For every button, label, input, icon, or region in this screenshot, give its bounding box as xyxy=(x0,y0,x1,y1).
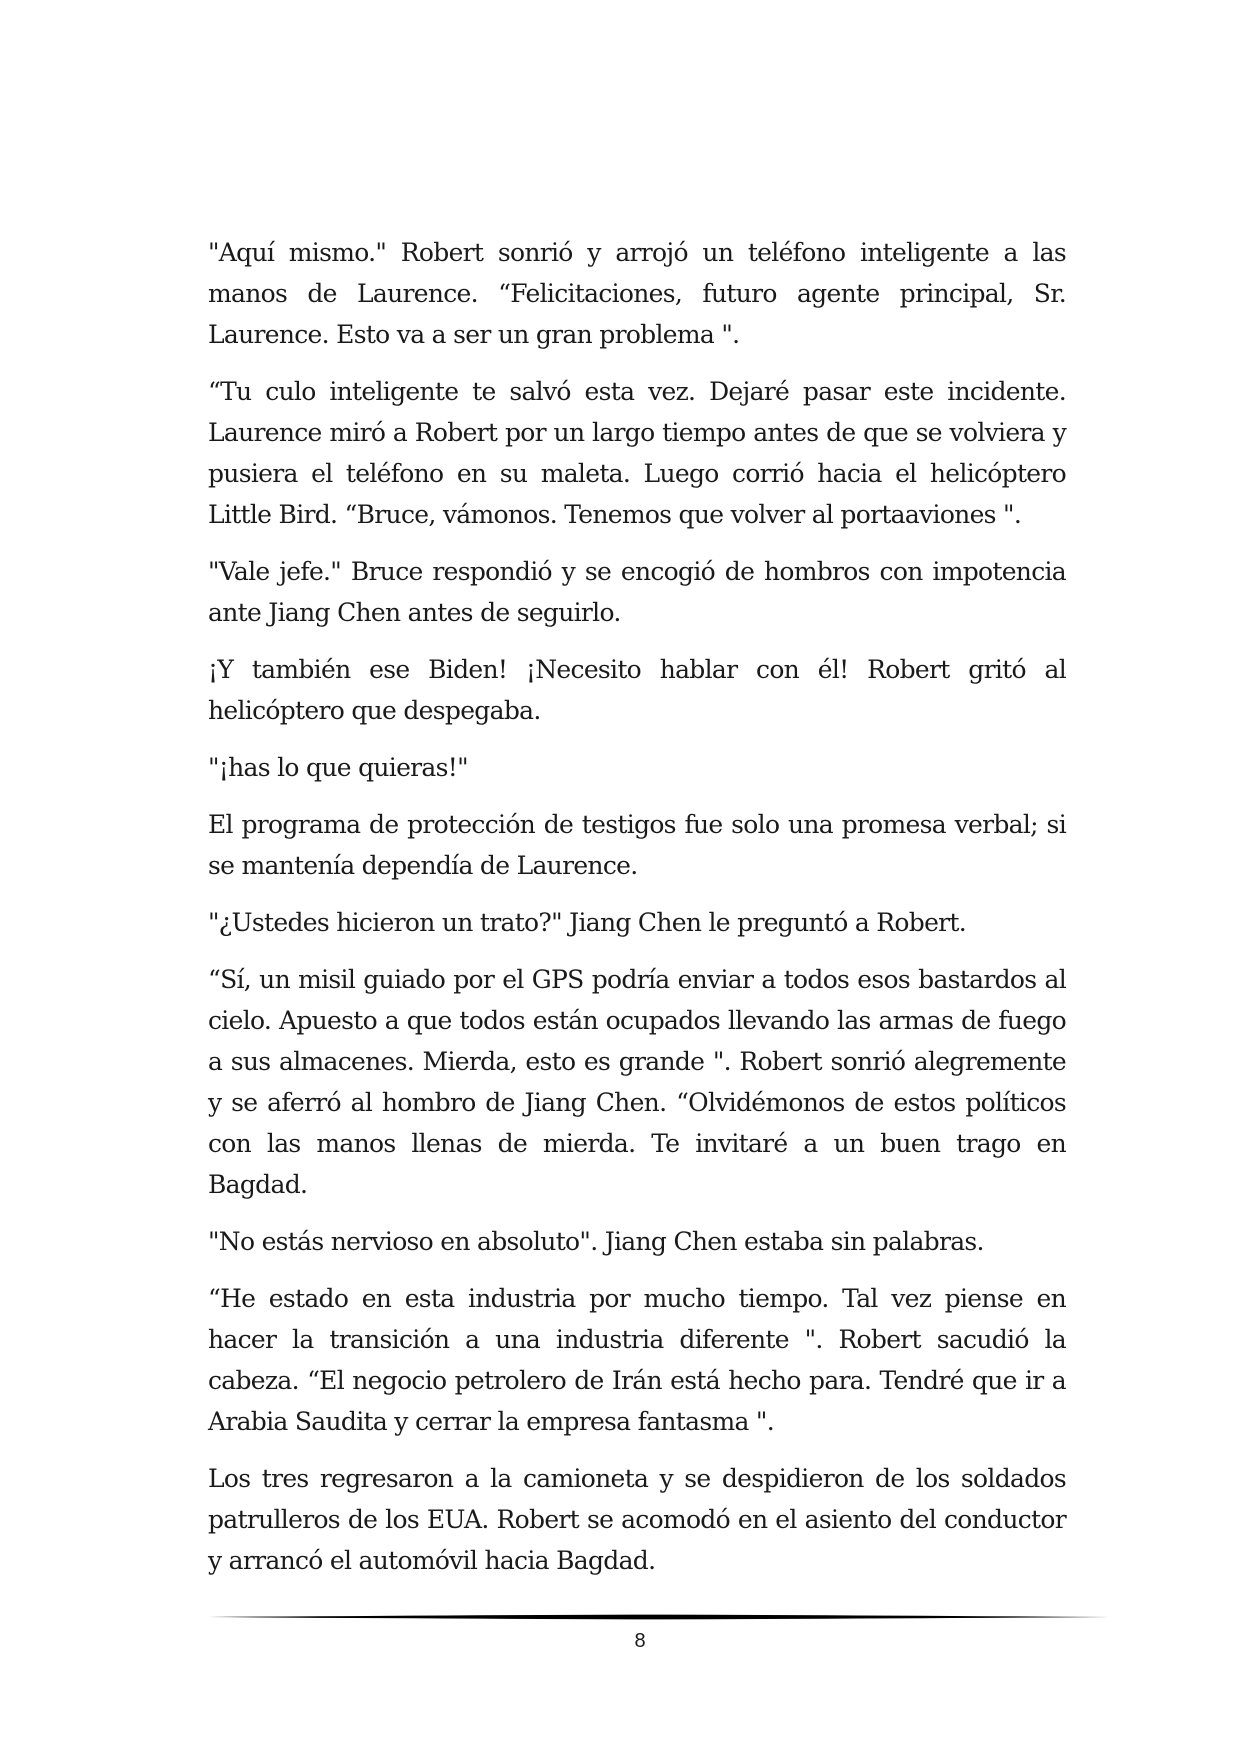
paragraph: "¿Ustedes hicieron un trato?" Jiang Chen le preguntó a Robert. xyxy=(208,908,967,937)
body-text xyxy=(208,232,1066,1597)
footer-divider xyxy=(208,1614,1110,1620)
paragraph: "Aquí mismo." Robert sonrió y arrojó un teléfono inteligente a las manos de Laurence. “Felicitaciones, futuro agente principal, Sr. Laurence. Esto va a ser un gran problema ". xyxy=(208,238,1066,349)
paragraph: "No estás nervioso en absoluto". Jiang Chen estaba sin palabras. xyxy=(208,1227,984,1256)
paragraph: “Tu culo inteligente te salvó esta vez. Dejaré pasar este incidente. Laurence miró a Robert por un largo tiempo antes de que se volviera y pusiera el teléfono en su maleta. Luego corrió hacia el helicóptero Little Bird. “Bruce, vámonos. Tenemos que volver al portaaviones ". xyxy=(208,377,1066,529)
paragraph: El programa de protección de testigos fue solo una promesa verbal; si se mantenía dependía de Laurence. xyxy=(208,810,1066,880)
paragraph: "¡has lo que quieras!" xyxy=(208,753,468,782)
paragraph: ¡Y también ese Biden! ¡Necesito hablar con él! Robert gritó al helicóptero que despegaba. xyxy=(208,655,1066,725)
paragraph: "Vale jefe." Bruce respondió y se encogió de hombros con impotencia ante Jiang Chen antes de seguirlo. xyxy=(208,557,1066,627)
paragraph: “He estado en esta industria por mucho tiempo. Tal vez piense en hacer la transición a una industria diferente ". Robert sacudió la cabeza. “El negocio petrolero de Irán está hecho para. Tendré que ir a Arabia Saudita y cerrar la empresa fantasma ". xyxy=(208,1284,1066,1436)
page-number: 8 xyxy=(634,1630,646,1652)
paragraph: “Sí, un misil guiado por el GPS podría enviar a todos esos bastardos al cielo. Apuesto a que todos están ocupados llevando las armas de fuego a sus almacenes. Mierda, esto es grande ". Robert sonrió alegremente y se aferró al hombro de Jiang Chen. “Olvidémonos de estos políticos con las manos llenas de mierda. Te invitaré a un buen trago en Bagdad. xyxy=(208,965,1066,1199)
paragraph: Los tres regresaron a la camioneta y se despidieron de los soldados patrulleros de los EUA. Robert se acomodó en el asiento del conductor y arrancó el automóvil hacia Bagdad. xyxy=(208,1464,1066,1575)
